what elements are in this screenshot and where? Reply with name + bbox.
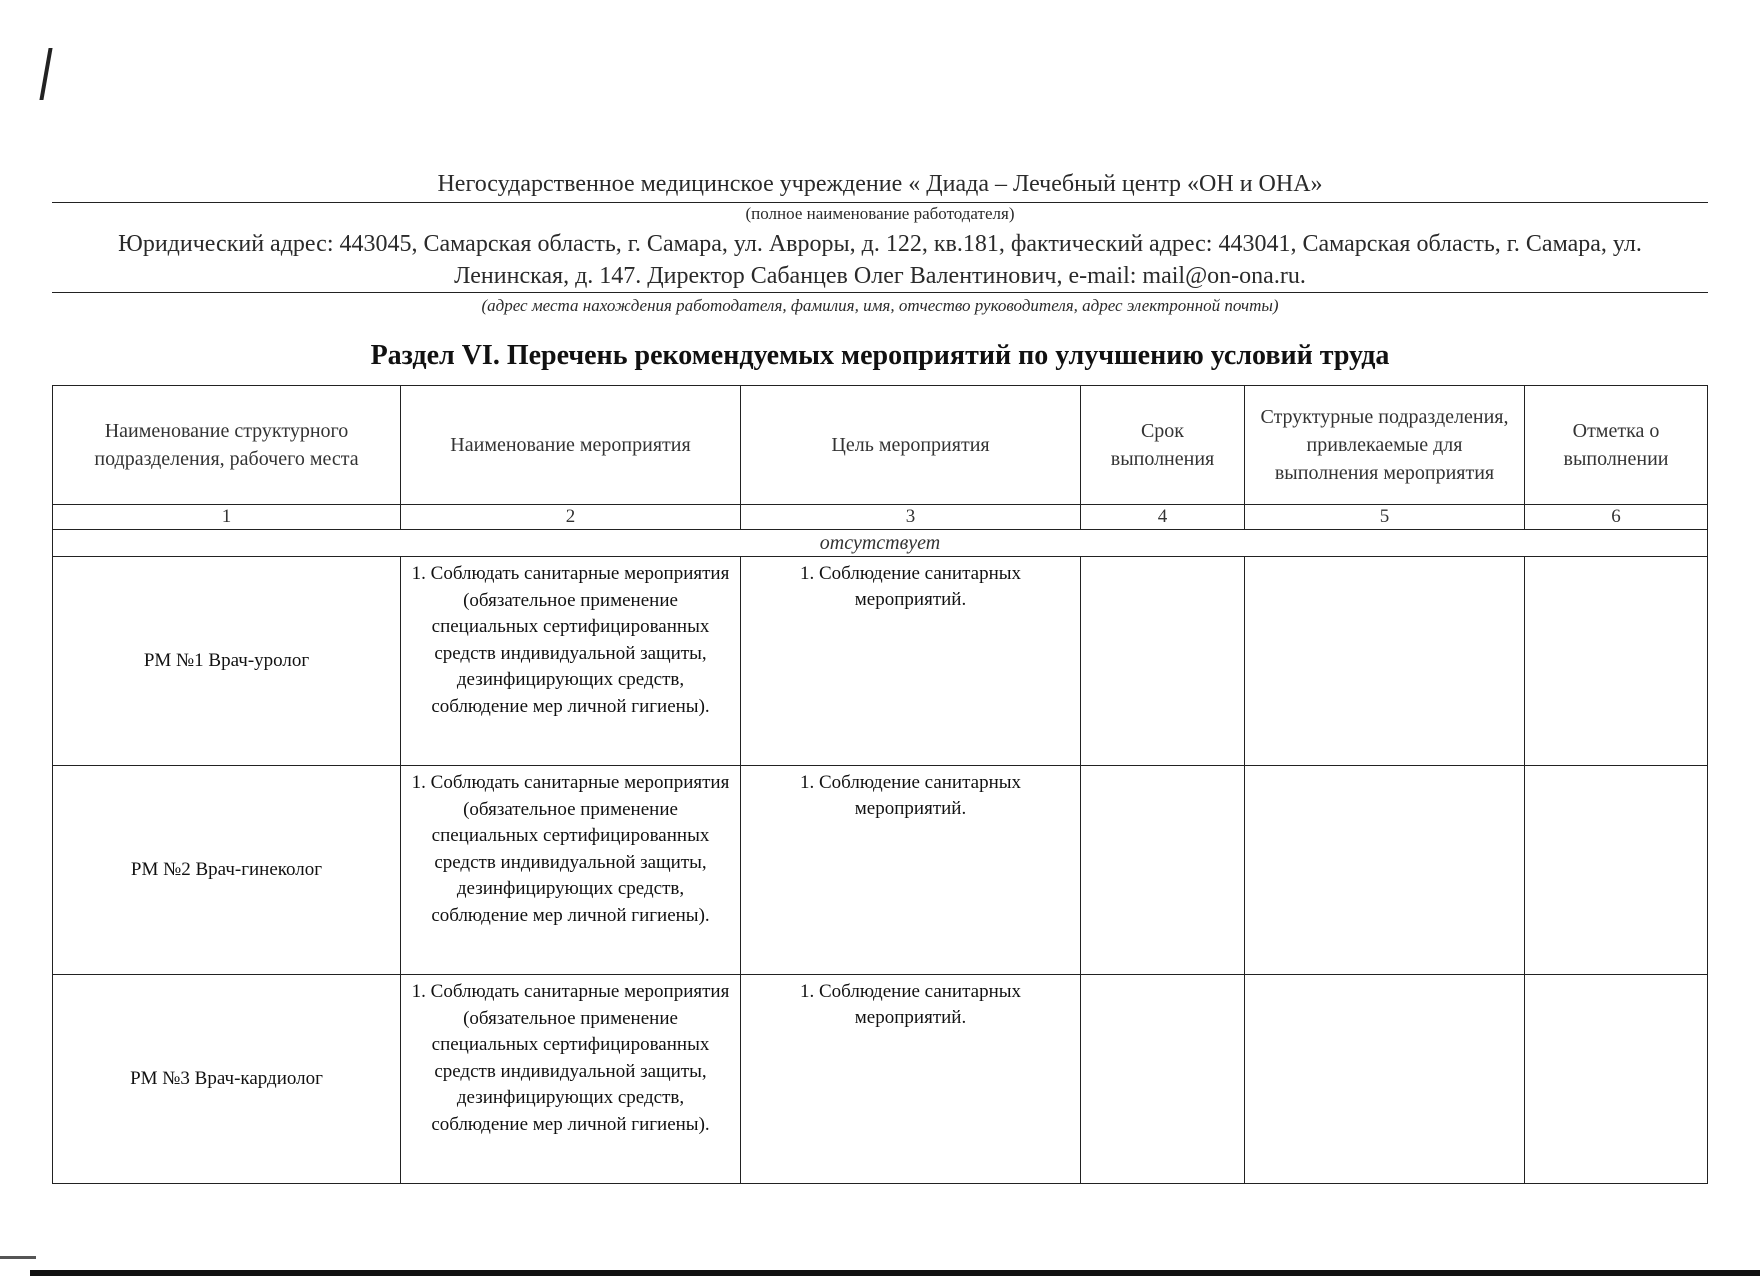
column-header-measure: Наименование мероприятия bbox=[401, 386, 741, 505]
column-number: 5 bbox=[1245, 505, 1525, 530]
column-number-row bbox=[53, 505, 1708, 530]
goal-cell: 1. Соблюдение санитарных мероприятий. bbox=[741, 975, 1081, 1184]
section-title: Раздел VI. Перечень рекомендуемых мероприятий по улучшению условий труда bbox=[370, 340, 1390, 371]
workplace-cell: РМ №2 Врач-гинеколог bbox=[53, 766, 401, 975]
column-number: 3 bbox=[741, 505, 1081, 530]
employer-address-rule bbox=[52, 292, 1708, 293]
table-row bbox=[53, 975, 1708, 1184]
column-number: 4 bbox=[1081, 505, 1245, 530]
column-header-mark: Отметка о выполнении bbox=[1525, 386, 1708, 505]
column-number: 6 bbox=[1525, 505, 1708, 530]
departments-cell bbox=[1245, 975, 1525, 1184]
measure-cell: 1. Соблюдать санитарные мероприятия (обязательное применение специальных сертифицированных средств индивидуальной защиты, дезинфицирующих средств, соблюдение мер личной гигиены). bbox=[401, 975, 741, 1184]
mark-cell bbox=[1525, 766, 1708, 975]
column-header-goal: Цель мероприятия bbox=[741, 386, 1081, 505]
scan-bottom-border bbox=[30, 1270, 1760, 1276]
mark-cell bbox=[1525, 975, 1708, 1184]
measures-table bbox=[52, 385, 1708, 1184]
goal-cell: 1. Соблюдение санитарных мероприятий. bbox=[741, 557, 1081, 766]
employer-address-caption: (адрес места нахождения работодателя, фамилия, имя, отчество руководителя, адрес электронной почты) bbox=[481, 296, 1279, 315]
column-number: 1 bbox=[53, 505, 401, 530]
workplace-cell: РМ №3 Врач-кардиолог bbox=[53, 975, 401, 1184]
table-header-row bbox=[53, 386, 1708, 505]
goal-cell: 1. Соблюдение санитарных мероприятий. bbox=[741, 766, 1081, 975]
employer-address-line-1: Юридический адрес: 443045, Самарская область, г. Самара, ул. Авроры, д. 122, кв.181, фактический адрес: 443041, Самарская область, г. Самара, ул. bbox=[118, 231, 1642, 257]
subdivision-label: отсутствует bbox=[53, 530, 1708, 557]
employer-name-caption: (полное наименование работодателя) bbox=[745, 204, 1015, 223]
handwritten-slash-mark bbox=[39, 48, 52, 100]
deadline-cell bbox=[1081, 975, 1245, 1184]
mark-cell bbox=[1525, 557, 1708, 766]
column-header-workplace: Наименование структурного подразделения, рабочего места bbox=[53, 386, 401, 505]
departments-cell bbox=[1245, 557, 1525, 766]
employer-name-rule bbox=[52, 202, 1708, 203]
employer-name: Негосударственное медицинское учреждение « Диада – Лечебный центр «ОН и ОНА» bbox=[437, 171, 1323, 197]
scan-edge-mark bbox=[0, 1256, 36, 1259]
departments-cell bbox=[1245, 766, 1525, 975]
column-number: 2 bbox=[401, 505, 741, 530]
workplace-cell: РМ №1 Врач-уролог bbox=[53, 557, 401, 766]
employer-address-line-2: Ленинская, д. 147. Директор Сабанцев Олег Валентинович, e-mail: mail@on-ona.ru. bbox=[454, 263, 1306, 289]
table-row bbox=[53, 766, 1708, 975]
measure-cell: 1. Соблюдать санитарные мероприятия (обязательное применение специальных сертифицированных средств индивидуальной защиты, дезинфицирующих средств, соблюдение мер личной гигиены). bbox=[401, 557, 741, 766]
measure-cell: 1. Соблюдать санитарные мероприятия (обязательное применение специальных сертифицированных средств индивидуальной защиты, дезинфицирующих средств, соблюдение мер личной гигиены). bbox=[401, 766, 741, 975]
deadline-cell bbox=[1081, 557, 1245, 766]
deadline-cell bbox=[1081, 766, 1245, 975]
column-header-deadline: Срок выполнения bbox=[1081, 386, 1245, 505]
table-row bbox=[53, 557, 1708, 766]
column-header-departments: Структурные подразделения, привлекаемые для выполнения мероприятия bbox=[1245, 386, 1525, 505]
subdivision-row bbox=[53, 530, 1708, 557]
